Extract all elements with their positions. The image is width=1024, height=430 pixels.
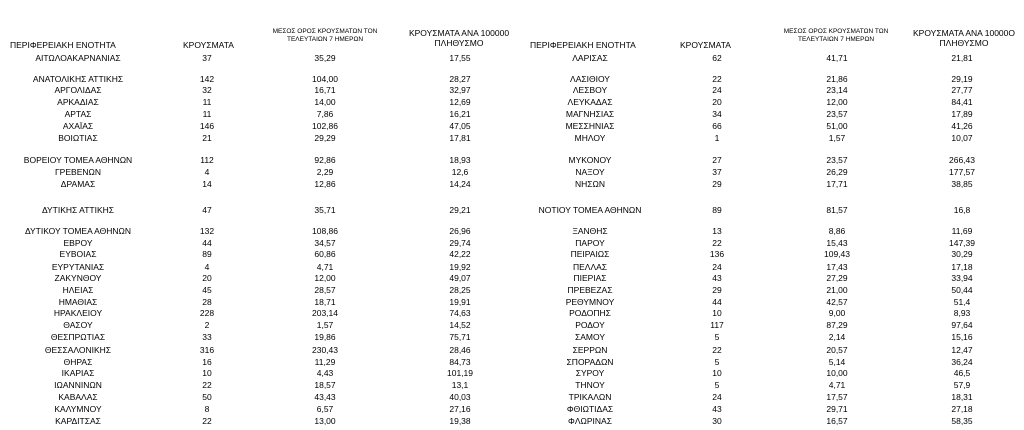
table-cell-left-cases: 10: [202, 368, 212, 378]
table-cell-left-avg7: 108,86: [312, 226, 338, 236]
table-cell-right-cases: 43: [712, 404, 722, 414]
table-cell-right-avg7: 87,29: [826, 320, 848, 330]
table-cell-left-avg7: 19,86: [314, 332, 336, 342]
table-cell-right-per100k: 27,18: [951, 404, 973, 414]
table-cell-right-cases: 30: [712, 416, 722, 426]
table-cell-right-region: ΤΗΝΟΥ: [575, 380, 605, 390]
table-cell-left-region: ΔΥΤΙΚΟΥ ΤΟΜΕΑ ΑΘΗΝΩΝ: [24, 226, 132, 236]
table-cell-right-cases: 66: [712, 121, 722, 131]
table-cell-right-per100k: 51,4: [953, 297, 971, 307]
table-cell-left-region: ΗΛΕΙΑΣ: [62, 285, 94, 295]
table-cell-left-avg7: 230,43: [312, 345, 338, 355]
table-cell-right-per100k: 18,31: [951, 392, 973, 402]
header-avg7-left: ΜΕΣΟΣ ΟΡΟΣ ΚΡΟΥΣΜΑΤΩΝ ΤΟΝ ΤΕΛΕΥΤΑΙΩΝ 7 ΗΜΕΡΩΝ: [272, 28, 378, 43]
table-cell-right-avg7: 16,57: [826, 416, 848, 426]
table-cell-left-avg7: 203,14: [312, 308, 338, 318]
table-cell-left-region: ΖΑΚΥΝΘΟΥ: [54, 273, 102, 283]
table-cell-left-region: ΕΥΡΥΤΑΝΙΑΣ: [51, 262, 105, 272]
table-cell-left-cases: 2: [204, 320, 210, 330]
table-cell-right-avg7: 20,57: [826, 345, 848, 355]
table-cell-left-avg7: 13,00: [314, 416, 336, 426]
table-cell-right-per100k: 50,44: [951, 285, 973, 295]
table-cell-left-per100k: 40,03: [449, 392, 471, 402]
table-cell-left-region: ΒΟΡΕΙΟΥ ΤΟΜΕΑ ΑΘΗΝΩΝ: [23, 155, 133, 165]
table-cell-right-per100k: 58,35: [951, 416, 973, 426]
table-cell-left-cases: 44: [202, 238, 212, 248]
table-cell-right-region: ΠΕΛΛΑΣ: [572, 262, 608, 272]
table-cell-left-avg7: 102,86: [312, 121, 338, 131]
table-cell-right-avg7: 8,86: [828, 226, 846, 236]
table-cell-left-per100k: 18,93: [449, 155, 471, 165]
table-cell-right-per100k: 21,81: [951, 53, 973, 63]
table-cell-left-per100k: 32,97: [449, 85, 471, 95]
table-cell-right-avg7: 21,00: [826, 285, 848, 295]
table-cell-left-region: ΘΕΣΣΑΛΟΝΙΚΗΣ: [44, 345, 112, 355]
table-cell-left-region: ΑΧΑΪΑΣ: [62, 121, 94, 131]
table-cell-right-avg7: 17,57: [826, 392, 848, 402]
table-cell-right-region: ΝΑΞΟΥ: [575, 167, 605, 177]
table-cell-left-avg7: 28,57: [314, 285, 336, 295]
table-cell-right-per100k: 30,29: [951, 249, 973, 259]
table-cell-left-region: ΗΜΑΘΙΑΣ: [58, 297, 98, 307]
table-cell-left-per100k: 29,21: [449, 205, 471, 215]
table-cell-left-cases: 132: [199, 226, 215, 236]
table-cell-right-avg7: 9,00: [828, 308, 846, 318]
table-cell-left-per100k: 17,81: [449, 133, 471, 143]
table-cell-right-avg7: 109,43: [824, 249, 850, 259]
table-cell-left-per100k: 16,21: [449, 109, 471, 119]
table-cell-right-avg7: 23,57: [826, 155, 848, 165]
table-cell-right-avg7: 12,00: [826, 97, 848, 107]
table-cell-right-region: ΣΑΜΟΥ: [574, 332, 606, 342]
table-cell-left-per100k: 84,73: [449, 357, 471, 367]
table-cell-left-cases: 316: [199, 345, 215, 355]
table-cell-right-region: ΠΕΙΡΑΙΩΣ: [570, 249, 610, 259]
header-cases-right: ΚΡΟΥΣΜΑΤΑ: [680, 40, 731, 50]
table-cell-left-avg7: 18,57: [314, 380, 336, 390]
table-cell-left-avg7: 11,29: [314, 357, 336, 367]
table-cell-left-per100k: 74,63: [449, 308, 471, 318]
table-cell-left-region: ΘΗΡΑΣ: [63, 357, 93, 367]
table-cell-left-cases: 20: [202, 273, 212, 283]
table-cell-right-cases: 43: [712, 273, 722, 283]
table-cell-right-per100k: 17,89: [951, 109, 973, 119]
table-cell-right-region: ΛΑΣΙΘΙΟΥ: [570, 74, 610, 84]
table-cell-right-per100k: 147,39: [949, 238, 975, 248]
table-cell-right-per100k: 36,24: [951, 357, 973, 367]
table-cell-left-cases: 45: [202, 285, 212, 295]
table-cell-left-region: ΕΥΒΟΙΑΣ: [59, 249, 97, 259]
table-cell-right-region: ΝΗΣΩΝ: [574, 179, 606, 189]
table-cell-left-cases: 32: [202, 85, 212, 95]
table-cell-right-cases: 136: [709, 249, 725, 259]
table-cell-right-region: ΛΑΡΙΣΑΣ: [572, 53, 608, 63]
table-cell-right-per100k: 10,07: [951, 133, 973, 143]
table-cell-left-region: ΘΑΣΟΥ: [63, 320, 93, 330]
table-cell-right-region: ΡΕΘΥΜΝΟΥ: [565, 297, 615, 307]
table-cell-right-cases: 37: [712, 167, 722, 177]
table-cell-left-avg7: 12,86: [314, 179, 336, 189]
table-cell-right-per100k: 27,77: [951, 85, 973, 95]
table-cell-right-cases: 5: [714, 357, 720, 367]
table-cell-left-avg7: 1,57: [316, 320, 334, 330]
table-cell-right-avg7: 1,57: [828, 133, 846, 143]
table-cell-left-per100k: 47,05: [449, 121, 471, 131]
table-cell-right-per100k: 33,94: [951, 273, 973, 283]
table-cell-right-per100k: 11,69: [951, 226, 973, 236]
table-cell-left-region: ΑΡΓΟΛΙΔΑΣ: [54, 85, 102, 95]
table-cell-right-cases: 10: [712, 308, 722, 318]
table-cell-right-region: ΤΡΙΚΑΛΩΝ: [568, 392, 612, 402]
table-cell-right-per100k: 46,5: [953, 368, 971, 378]
table-cell-right-per100k: 8,93: [953, 308, 971, 318]
header-per100k-right: ΚΡΟΥΣΜΑΤΑ ΑΝΑ 10000Ο ΠΛΗΘΥΣΜΟ: [913, 28, 1015, 48]
table-cell-right-cases: 22: [712, 238, 722, 248]
table-cell-right-avg7: 2,14: [828, 332, 846, 342]
table-cell-left-cases: 89: [202, 249, 212, 259]
table-cell-left-cases: 112: [200, 155, 214, 165]
table-cell-left-per100k: 12,69: [449, 97, 471, 107]
table-cell-left-per100k: 26,96: [449, 226, 471, 236]
table-cell-right-cases: 22: [712, 345, 722, 355]
table-cell-right-avg7: 81,57: [826, 205, 848, 215]
table-cell-right-cases: 89: [712, 205, 722, 215]
table-cell-right-cases: 117: [710, 320, 724, 330]
table-cell-left-avg7: 60,86: [314, 249, 336, 259]
table-cell-right-region: ΠΑΡΟΥ: [575, 238, 605, 248]
table-cell-left-cases: 14: [202, 179, 212, 189]
table-cell-left-per100k: 29,74: [449, 238, 471, 248]
table-cell-right-region: ΦΛΩΡΙΝΑΣ: [568, 416, 612, 426]
table-cell-right-region: ΞΑΝΘΗΣ: [572, 226, 608, 236]
table-cell-left-avg7: 12,00: [314, 273, 336, 283]
table-cell-left-cases: 21: [202, 133, 212, 143]
table-cell-left-cases: 33: [202, 332, 212, 342]
table-cell-right-region: ΛΕΣΒΟΥ: [572, 85, 608, 95]
table-cell-right-cases: 62: [712, 53, 722, 63]
table-cell-left-avg7: 104,00: [312, 74, 338, 84]
table-cell-right-avg7: 23,14: [826, 85, 848, 95]
table-cell-left-avg7: 6,57: [316, 404, 334, 414]
table-cell-left-per100k: 13,1: [451, 380, 469, 390]
table-cell-right-avg7: 10,00: [826, 368, 848, 378]
table-cell-right-region: ΛΕΥΚΑΔΑΣ: [567, 97, 613, 107]
table-cell-left-per100k: 28,27: [449, 74, 471, 84]
table-cell-left-per100k: 27,16: [449, 404, 471, 414]
table-cell-left-region: ΙΚΑΡΙΑΣ: [61, 368, 95, 378]
table-cell-right-avg7: 15,43: [826, 238, 848, 248]
table-cell-left-cases: 16: [202, 357, 212, 367]
table-cell-left-cases: 228: [199, 308, 215, 318]
table-cell-right-region: ΜΑΓΝΗΣΙΑΣ: [565, 109, 615, 119]
table-cell-right-region: ΠΡΕΒΕΖΑΣ: [567, 285, 613, 295]
table-cell-left-avg7: 92,86: [314, 155, 336, 165]
table-cell-left-per100k: 14,52: [449, 320, 471, 330]
table-cell-left-avg7: 7,86: [316, 109, 334, 119]
table-cell-left-cases: 28: [202, 297, 212, 307]
table-cell-left-per100k: 19,92: [449, 262, 471, 272]
table-cell-left-avg7: 35,29: [314, 53, 336, 63]
table-cell-left-avg7: 34,57: [314, 238, 336, 248]
table-cell-right-avg7: 17,71: [826, 179, 848, 189]
table-cell-left-region: ΕΒΡΟΥ: [63, 238, 93, 248]
table-cell-left-avg7: 4,71: [316, 262, 334, 272]
table-cell-right-avg7: 4,71: [828, 380, 846, 390]
table-cell-right-avg7: 29,71: [826, 404, 848, 414]
table-cell-left-region: ΙΩΑΝΝΙΝΩΝ: [54, 380, 102, 390]
table-cell-right-cases: 24: [712, 85, 722, 95]
table-cell-left-cases: 11: [202, 109, 212, 119]
table-cell-right-avg7: 5,14: [828, 357, 846, 367]
table-cell-left-per100k: 12,6: [451, 167, 469, 177]
table-cell-left-per100k: 49,07: [449, 273, 471, 283]
table-cell-left-avg7: 18,71: [314, 297, 336, 307]
table-cell-left-per100k: 42,22: [449, 249, 471, 259]
table-cell-left-cases: 47: [202, 205, 212, 215]
table-cell-left-per100k: 28,25: [449, 285, 471, 295]
table-cell-right-region: ΠΙΕΡΙΑΣ: [573, 273, 607, 283]
table-cell-left-cases: 11: [202, 97, 212, 107]
table-cell-left-per100k: 14,24: [449, 179, 471, 189]
table-cell-right-avg7: 27,29: [826, 273, 848, 283]
table-cell-right-cases: 10: [712, 368, 722, 378]
table-cell-left-cases: 50: [202, 392, 212, 402]
table-cell-left-per100k: 28,46: [449, 345, 471, 355]
header-region-left: ΠΕΡΙΦΕΡΕΙΑΚΗ ΕΝΟΤΗΤΑ: [10, 40, 116, 50]
table-cell-left-per100k: 19,91: [449, 297, 471, 307]
table-cell-right-region: ΜΥΚΟΝΟΥ: [568, 155, 612, 165]
table-cell-left-per100k: 19,38: [449, 416, 471, 426]
table-cell-right-per100k: 15,16: [951, 332, 973, 342]
table-cell-right-avg7: 41,71: [826, 53, 848, 63]
table-cell-left-cases: 146: [199, 121, 215, 131]
table-cell-right-avg7: 17,43: [826, 262, 848, 272]
table-cell-right-cases: 5: [714, 332, 720, 342]
table-cell-right-per100k: 12,47: [951, 345, 973, 355]
table-cell-left-region: ΚΑΒΑΛΑΣ: [58, 392, 98, 402]
table-cell-left-region: ΒΟΙΩΤΙΑΣ: [58, 133, 98, 143]
table-cell-right-cases: 24: [712, 392, 722, 402]
table-cell-left-cases: 4: [204, 262, 210, 272]
table-cell-left-avg7: 43,43: [314, 392, 336, 402]
table-cell-right-avg7: 23,57: [826, 109, 848, 119]
table-cell-left-cases: 37: [202, 53, 212, 63]
table-cell-right-per100k: 97,64: [951, 320, 973, 330]
table-cell-left-per100k: 75,71: [449, 332, 471, 342]
table-cell-right-per100k: 266,43: [949, 155, 975, 165]
table-cell-right-region: ΣΥΡΟΥ: [575, 368, 605, 378]
table-cell-left-region: ΘΕΣΠΡΩΤΙΑΣ: [50, 332, 106, 342]
table-cell-left-avg7: 29,29: [314, 133, 336, 143]
table-cell-left-cases: 22: [202, 380, 212, 390]
table-cell-right-per100k: 57,9: [953, 380, 971, 390]
header-cases-left: ΚΡΟΥΣΜΑΤΑ: [183, 40, 234, 50]
table-cell-left-avg7: 14,00: [314, 97, 336, 107]
table-cell-left-per100k: 101,19: [447, 368, 473, 378]
table-cell-right-cases: 20: [712, 97, 722, 107]
table-cell-right-avg7: 21,86: [826, 74, 848, 84]
table-cell-right-cases: 13: [712, 226, 722, 236]
table-cell-right-per100k: 38,85: [951, 179, 973, 189]
header-avg7-right: ΜΕΣΟΣ ΟΡΟΣ ΚΡΟΥΣΜΑΤΩΝ ΤΩΝ ΤΕΛΕΥΤΑΙΩΝ 7 ΗΜΕΡΩΝ: [783, 28, 889, 43]
table-cell-left-cases: 8: [204, 404, 210, 414]
table-cell-left-region: ΚΑΡΔΙΤΣΑΣ: [55, 416, 101, 426]
table-cell-left-avg7: 2,29: [316, 167, 334, 177]
table-cell-left-cases: 22: [202, 416, 212, 426]
table-cell-right-region: ΝΟΤΙΟΥ ΤΟΜΕΑ ΑΘΗΝΩΝ: [538, 205, 642, 215]
table-cell-right-region: ΣΕΡΡΩΝ: [572, 345, 608, 355]
table-cell-left-cases: 142: [199, 74, 215, 84]
table-cell-right-per100k: 177,57: [949, 167, 975, 177]
table-cell-right-cases: 5: [714, 380, 720, 390]
table-cell-right-region: ΜΗΛΟΥ: [574, 133, 606, 143]
table-cell-right-cases: 24: [712, 262, 722, 272]
table-cell-right-avg7: 51,00: [826, 121, 848, 131]
table-cell-left-region: ΗΡΑΚΛΕΙΟΥ: [53, 308, 103, 318]
table-cell-left-region: ΑΙΤΩΛΟΑΚΑΡΝΑΝΙΑΣ: [35, 53, 121, 63]
table-cell-right-cases: 29: [712, 285, 722, 295]
table-cell-left-per100k: 17,55: [449, 53, 471, 63]
table-cell-left-cases: 4: [204, 167, 210, 177]
table-cell-left-region: ΚΑΛΥΜΝΟΥ: [54, 404, 102, 414]
table-cell-left-avg7: 35,71: [314, 205, 336, 215]
table-cell-right-avg7: 26,29: [826, 167, 848, 177]
table-cell-right-region: ΣΠΟΡΑΔΩΝ: [566, 357, 614, 367]
table-cell-right-per100k: 41,26: [951, 121, 973, 131]
header-region-right: ΠΕΡΙΦΕΡΕΙΑΚΗ ΕΝΟΤΗΤΑ: [530, 40, 636, 50]
table-cell-left-region: ΑΝΑΤΟΛΙΚΗΣ ΑΤΤΙΚΗΣ: [32, 74, 124, 84]
table-cell-right-region: ΡΟΔΟΥ: [575, 320, 605, 330]
table-cell-right-cases: 27: [712, 155, 722, 165]
table-cell-right-region: ΜΕΣΣΗΝΙΑΣ: [565, 121, 615, 131]
table-cell-left-region: ΔΥΤΙΚΗΣ ΑΤΤΙΚΗΣ: [41, 205, 115, 215]
table-cell-right-cases: 34: [712, 109, 722, 119]
table-cell-right-cases: 22: [712, 74, 722, 84]
table-cell-left-region: ΑΡΤΑΣ: [64, 109, 92, 119]
table-cell-right-per100k: 16,8: [953, 205, 971, 215]
table-cell-right-cases: 1: [714, 133, 720, 143]
table-cell-right-region: ΦΘΙΩΤΙΔΑΣ: [566, 404, 614, 414]
table-cell-right-avg7: 42,57: [826, 297, 848, 307]
table-cell-left-avg7: 4,43: [316, 368, 334, 378]
table-cell-right-cases: 44: [712, 297, 722, 307]
table-cell-right-per100k: 17,18: [951, 262, 973, 272]
table-cell-right-cases: 29: [712, 179, 722, 189]
table-cell-right-per100k: 84,41: [951, 97, 973, 107]
table-cell-left-region: ΓΡΕΒΕΝΩΝ: [55, 167, 101, 177]
table-cell-right-region: ΡΟΔΟΠΗΣ: [569, 308, 611, 318]
table-cell-left-region: ΑΡΚΑΔΙΑΣ: [57, 97, 99, 107]
table-cell-left-avg7: 16,71: [314, 85, 336, 95]
table-cell-left-region: ΔΡΑΜΑΣ: [60, 179, 96, 189]
table-cell-right-per100k: 29,19: [951, 74, 973, 84]
header-per100k-left: ΚΡΟΥΣΜΑΤΑ ΑΝΑ 100000 ΠΛΗΘΥΣΜΟ: [408, 28, 510, 48]
